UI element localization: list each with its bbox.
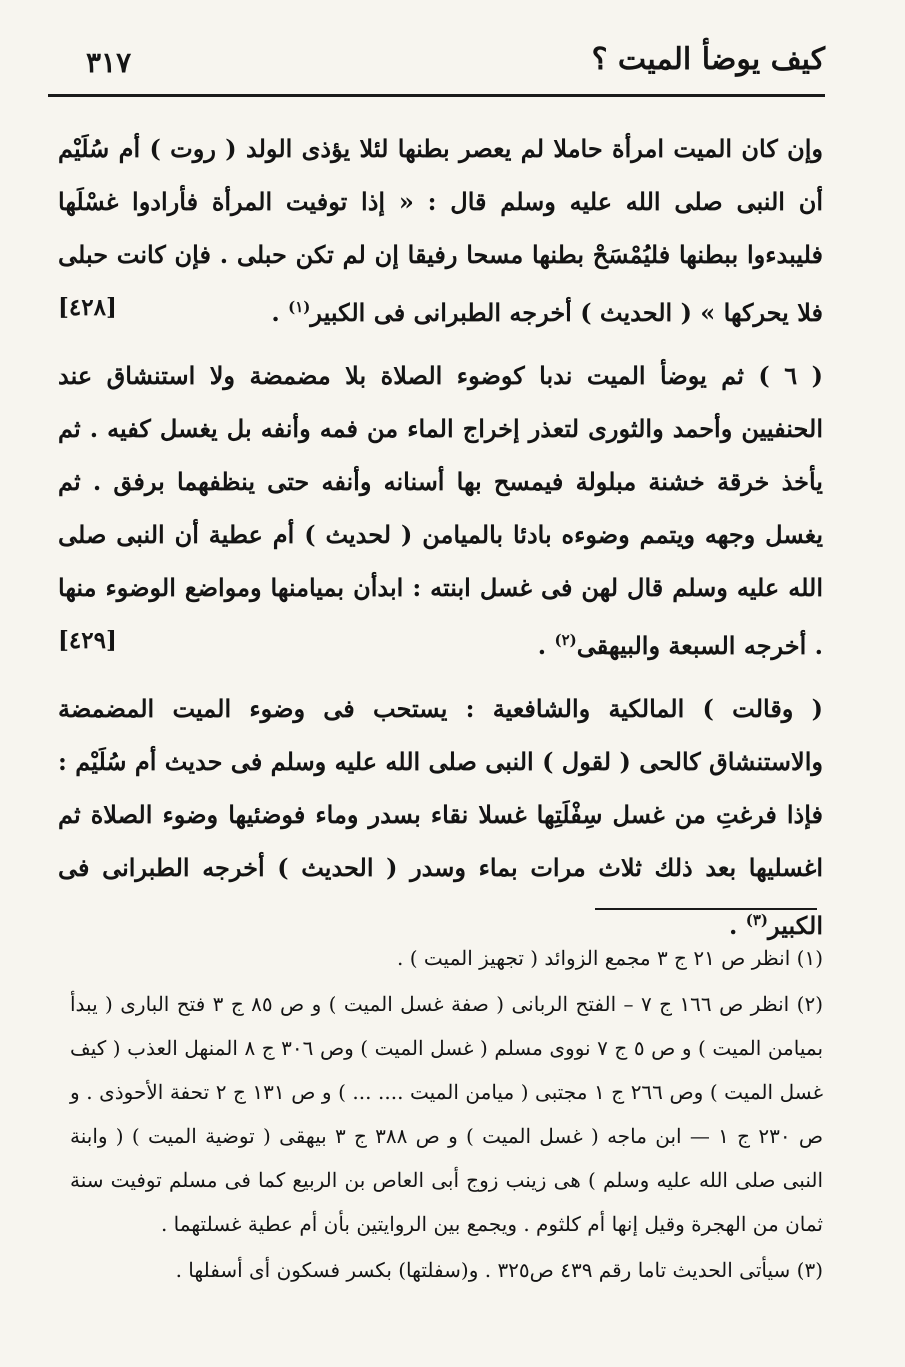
footnotes (70, 936, 823, 1294)
footnote-separator (595, 908, 817, 910)
paragraph (58, 682, 823, 952)
footnote: (٢) انظر ص ١٦٦ ج ٧ – الفتح الربانى ( صفة غسل الميت ) و ص ٨٥ ج ٣ فتح البارى ( يبدأ بميامن الميت ) و ص ٥ ج ٧ نووى مسلم ( غسل الميت ) وص ٣٠٦ ج ٨ المنهل العذب ( كيف غسل الميت ) وص ٢٦٦ ج ١ مجتبى ( ميامن الميت .... ... ) و ص ١٣١ ج ٢ تحفة الأحوذى . و ص ٢٣٠ ج ١ — ابن ماجه ( غسل الميت ) و ص ٣٨٨ ج ٣ بيهقى ( توضية الميت ) ( وابنة النبى صلى الله عليه وسلم ) هى زينب زوج أبى العاص بن الربيع كما فى مسلم توفيت سنة ثمان من الهجرة وقيل إنها أم كلثوم . ويجمع بين الروايتين بأن أم عطية غسلتهما . (70, 992, 824, 1236)
footnote-mark: (٣) (745, 911, 769, 929)
paragraph-text: ( وقالت ) المالكية والشافعية : يستحب فى وضوء الميت المضمضة والاستنشاق كالحى ( لقول ) النبى صلى الله عليه وسلم فى حديث أم سُلَيْم : فإذا فرغتِ من غسل سِفْلَتِها غسلا نقاء بسدر وماء فوضئيها وضوء الصلاة ثم اغسليها بعد ذلك ثلاث مرات بماء وسدر ( الحديث ) أخرجه الطبرانى فى الكبير (58, 694, 823, 940)
paragraph (58, 349, 823, 672)
footnote-mark: (٢) (554, 631, 577, 649)
footnote: (١) انظر ص ٢١ ج ٣ مجمع الزوائد ( تجهيز الميت ) . (397, 946, 823, 970)
paragraph-text: ( ٦ ) ثم يوضأ الميت ندبا كوضوء الصلاة بلا مضمضة ولا استنشاق عند الحنفيين وأحمد والثورى لتعذر إخراج الماء من فمه وأنفه بل يغسل كفيه . ثم يأخذ خرقة خشنة مبلولة فيمسح بها أسنانه وأنفه حتى ينظفهما برفق . ثم يغسل وجهه ويتمم وضوءه بادئا بالميامن ( لحديث ) أم عطية أن النبى صلى الله عليه وسلم قال لهن فى غسل ابنته : ابدأن بميامنها ومواضع الوضوء منها . أخرجه السبعة والبيهقى (58, 361, 824, 660)
paragraph-text: وإن كان الميت امرأة حاملا لم يعصر بطنها لئلا يؤذى الولد ( روت ) أم سُلَيْم أن النبى صلى الله عليه وسلم قال : « إذا توفيت المرأة فأرادوا غسْلَها فليبدءوا ببطنها فليُمْسَحْ بطنها مسحا رفيقا إن لم تكن حبلى . فإن كانت حبلى فلا يحركها » ( الحديث ) أخرجه الطبرانى فى الكبير (58, 134, 823, 327)
paragraph (58, 122, 823, 339)
paragraph-tail: . (537, 631, 555, 660)
footnote: (٣) سيأتى الحديث تاما رقم ٤٣٩ ص٣٢٥ . و(سفلتها) بكسر فسكون أى أسفلها . (175, 1258, 823, 1282)
main-text (58, 122, 823, 962)
paragraph-tail: . (271, 298, 289, 327)
page-header (48, 38, 825, 90)
page-number: ٣١٧ (86, 46, 132, 79)
hadith-number: [٤٢٩] (58, 627, 117, 654)
header-rule (48, 94, 825, 97)
paragraph-tail: . (729, 911, 746, 940)
page-title: كيف يوضأ الميت ؟ (591, 42, 825, 77)
footnote-mark: (١) (288, 298, 311, 316)
hadith-number: [٤٢٨] (58, 294, 117, 321)
